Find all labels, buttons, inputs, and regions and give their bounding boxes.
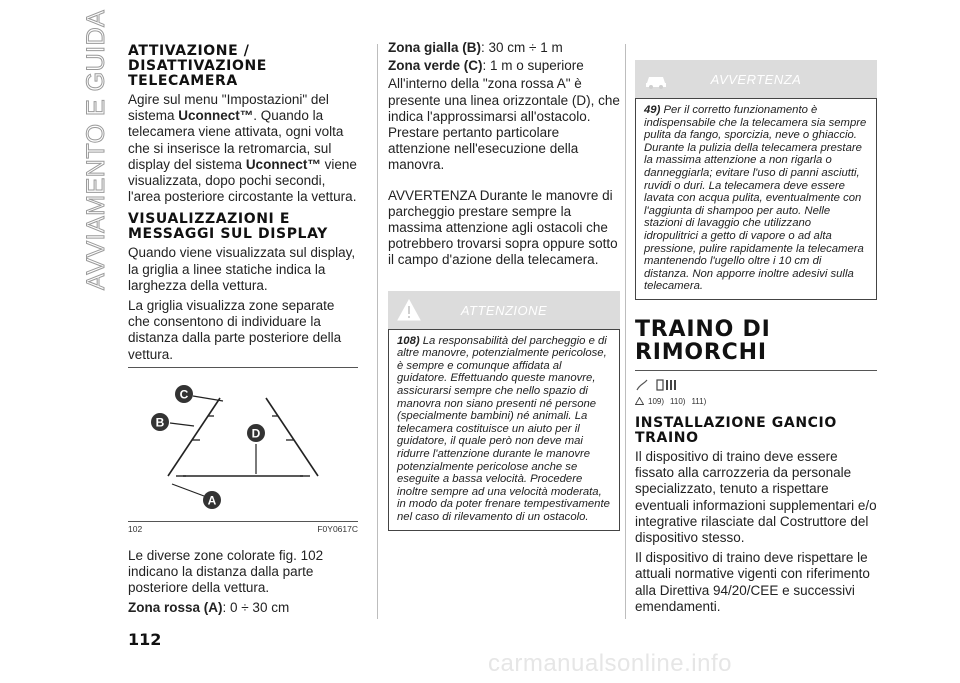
chapter-title-text: AVVIAMENTO E GUIDA [82,9,110,290]
zone-green-value: : 1 m o superiore [482,58,584,74]
grid-left-line [168,398,220,476]
warning-text: Per il corretto funzionamento è indispensabile che la telecamera sia sempre pulita da fango, sporcizia, neve o ghiaccio. Durante la pulizia della telecamera prestare la massima attenzione a non rigarla o danneggiarla; evitare l'uso di panni asciutti, ruvidi o duri. La telecamera deve essere lavata con acqua pulita, eventualmente con l'aggiunta di shampoo per auto. Nelle stazioni di lavaggio che utilizzano idropulitrici a getto di vapore o ad alta pressione, pulire rapidamente la telecamera mantenendo l'ugello oltre i 10 cm di distanza. Non apporre inoltre adesivi sulla telecamera. [644,104,867,293]
towing-symbols [635,377,877,393]
paragraph: Il dispositivo di traino deve rispettare le attuali normative vigenti con riferimento alla Direttiva 94/20/CEE e successivi emendamenti. [635,550,870,614]
reference-list [635,397,877,406]
column-1 [128,44,358,621]
text-run: Agire sul menu "Impostazioni" del sistema [128,92,329,124]
uconnect-label: Uconnect™ [245,156,321,172]
figure-caption [128,524,358,534]
callout-c-label: C [179,387,189,402]
warning-number: 49) [644,104,661,116]
zone-yellow-label: Zona gialla (B) [388,40,482,55]
section-heading-tow-hook: INSTALLAZIONE GANCIO TRAINO [635,414,837,446]
text-run: viene visualizzata, dopo pochi secondi, l'area posteriore circostante la vettura. [128,156,357,205]
zone-red-value: : 0 ÷ 30 cm [222,600,290,616]
callout-b [151,413,169,431]
paragraph [128,92,358,205]
parking-grid-diagram [128,376,358,521]
section-heading-camera-activation: ATTIVAZIONE / DISATTIVAZIONE TELECAMERA [128,43,267,89]
figure-top-rule [128,367,358,368]
watermark: carmanualsonline.info [488,650,732,677]
fuel-icon [635,379,649,391]
callout-c [175,385,193,403]
warning-title: AVVERTENZA [710,72,802,87]
warning-body [635,98,877,300]
grid-right-line [266,398,318,476]
zone-red-line [128,600,358,616]
attention-number: 108) [397,334,420,347]
eco-tow-icon [655,377,677,393]
zone-green-line [388,58,620,74]
callout-d [247,424,265,442]
callout-a-label: A [207,493,217,508]
attention-text: La responsabilità del parcheggio e di altre manovre, potenzialmente pericolose, è sempre e comunque affidata al guidatore. Effettuando queste manovre, assicurarsi sempre che nello spazio di manovra non siano presenti né persone (specialmente bambini) né animali. La telecamera costituisce un aiuto per il guidatore, il quale però non deve mai ridurre l'attenzione durante le manovre potenzialmente pericolose anche se eseguite a bassa velocità. Procedere inoltre sempre ad una velocità moderata, in modo da poter frenare tempestivamente nel caso di rilevamento di un ostacolo. [397,334,610,523]
reference-110: 110) [670,396,686,406]
paragraph: La griglia visualizza zone separate che consentono di individuare la distanza dalla parte posteriore della vettura. [128,298,342,362]
figure-number: 102 [128,523,143,534]
zone-green-label: Zona verde (C) [388,58,483,74]
attention-box-header [388,291,620,329]
section-heading-display-messages: VISUALIZZAZIONI E MESSAGGI SUL DISPLAY [128,211,328,243]
attention-box [388,291,620,531]
column-2 [388,40,620,531]
attention-title: ATTENZIONE [460,302,548,318]
reference-111: 111) [691,396,707,406]
zone-yellow-line [388,40,620,56]
chapter-side-title [78,9,118,290]
figure-code: F0Y0617C [317,523,358,534]
paragraph: AVVERTENZA Durante le manovre di parcheggio prestare sempre la massima attenzione agli ostacoli che potrebbero trovarsi sopra oppure sotto il campo d'azione della telecamera. [388,187,618,268]
attention-body [388,329,620,531]
callout-b-label: B [155,415,165,430]
column-3 [635,60,877,619]
column-divider [625,44,626,619]
parking-grid-figure [128,376,358,521]
paragraph: Il dispositivo di traino deve essere fissato alla carrozzeria da personale specializzato, tenuto a rispettare eventuali informazioni supplementari e/o integrative rilasciate dal Costruttore del dispositivo stesso. [635,448,877,545]
zone-red-label: Zona rossa (A) [128,600,223,616]
warning-small-icon [635,397,644,405]
warning-box-header [635,60,877,98]
paragraph: All'interno della "zona rossa A" è presente una linea orizzontale (D), che indica l'approssimarsi all'ostacolo. Prestare pertanto particolare attenzione nell'esecuzione della manovra. [388,76,620,173]
zone-yellow-value: : 30 cm ÷ 1 m [481,40,563,55]
section-heading-towing: TRAINO DI RIMORCHI [635,316,771,365]
paragraph: Quando viene visualizzata sul display, la griglia a linee statiche indica la larghezza della vettura. [128,245,356,293]
heading-rule [635,370,877,371]
uconnect-label: Uconnect™ [178,108,254,124]
callout-d-label: D [251,426,261,441]
text-run: . Quando la telecamera viene attivata, ogni volta che si inserisce la retromarcia, sul display del sistema [128,108,344,172]
page-number: 112 [128,630,162,649]
paragraph: Le diverse zone colorate fig. 102 indicano la distanza dalla parte posteriore della vettura. [128,547,324,596]
reference-109: 109) [648,396,665,406]
callout-a [203,491,221,509]
column-divider [377,44,378,619]
warning-box [635,60,877,300]
